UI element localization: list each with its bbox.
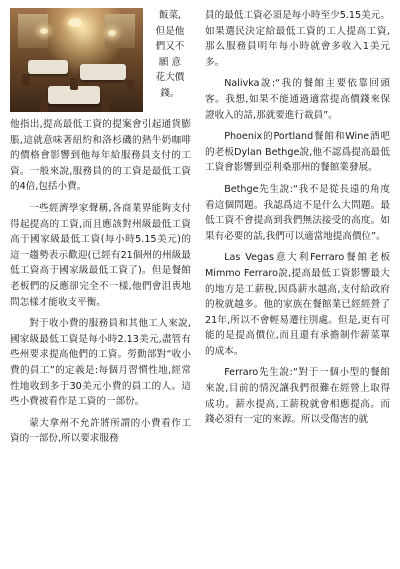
text-line: 錢。	[160, 87, 180, 99]
paragraph: Bethge先生說:“我不是從長遠的角度看這個問題。我認爲這不是什么大問題。最低工資不會提高到我們無法接受的高度。如果有必要的話,我們可以適當地提高價位”。	[205, 183, 390, 242]
restaurant-photo	[10, 8, 143, 112]
paragraph: 對于收小費的服務員和其他工人來說,國家級最低工資是每小時2.13美元,盡管有些州要求提高他們的工資。勞動部對“收小費的員工”的定義是:每個月習慣性地,經常性地收到多于30美元小費的員工的人。這些小費被看作是工資的一部份。	[10, 318, 191, 408]
paragraph: 蒙大拿州不允許將所謂的小費看作工資的一部份,所以要求服務	[10, 417, 191, 445]
text-wrap-beside-photo	[149, 8, 191, 102]
paragraph: Phoenix的Portland餐館和Wine酒吧的老板Dylan Bethge說,他不認爲提高最低工資會影響到亞利桑那州的餐館業發展。	[205, 131, 390, 174]
text-line: 但是他	[155, 25, 185, 37]
paragraph: Nalivka說:“我的餐館主要依靠回頭客。我想,如果不能通過適當提高價錢來保證收入的話,那就要進行裁員”。	[205, 78, 390, 121]
text-line: 們又不	[155, 41, 185, 53]
left-column	[10, 117, 191, 447]
paragraph: Las Vegas意大利Ferraro餐館老板Mimmo Ferraro說,提高最低工資影響最大的地方是工薪稅,因爲薪水越高,支付給政府的稅就越多。他的家族在餐館業已經經營了21年,所以不會輕易遷往別處。但是,更有可能的是提高價位,而且還有承擔制作薪菜單的成本。	[205, 252, 390, 357]
text-line: 飯菜,	[158, 10, 182, 21]
paragraph: 他指出,提高最低工資的提案會引起通貨膨脹,這就意味著紐約和洛杉磯的熱牛奶咖啡的價格會影響到他每年給服務員支付的工資。一般來說,服務員的的工資是最低工資的4倍,包括小費。	[10, 119, 191, 193]
paragraph: 一些經濟學家聲稱,各商業界能夠支付得起提高的工資,而且應該對州級最低工資高于國家級最低工資(每小時5.15美元)的這一趨勢表示歡迎(已經有21個州的州級最低工資高于國家級最低工資了)。但是餐館老板們的反應卻完全不一樣,他們會沮喪地問怎樣才能收支平衡。	[10, 202, 191, 308]
right-column	[205, 8, 390, 428]
text-line: 花大價	[155, 72, 185, 84]
text-line: 願 意	[158, 56, 182, 68]
paragraph: Ferraro先生說:“對于一個小型的餐館來說,目前的情況讓我們很難在經營上取得成功。薪水提高,工薪稅就會相應提高。而錢必須有一定的來源。所以受傷害的就	[205, 367, 390, 426]
paragraph: 員的最低工資必須是每小時至少5.15美元。如果選民決定給最低工資的工人提高工資,那么服務員明年每小時就會多收入1美元多。	[205, 10, 390, 68]
